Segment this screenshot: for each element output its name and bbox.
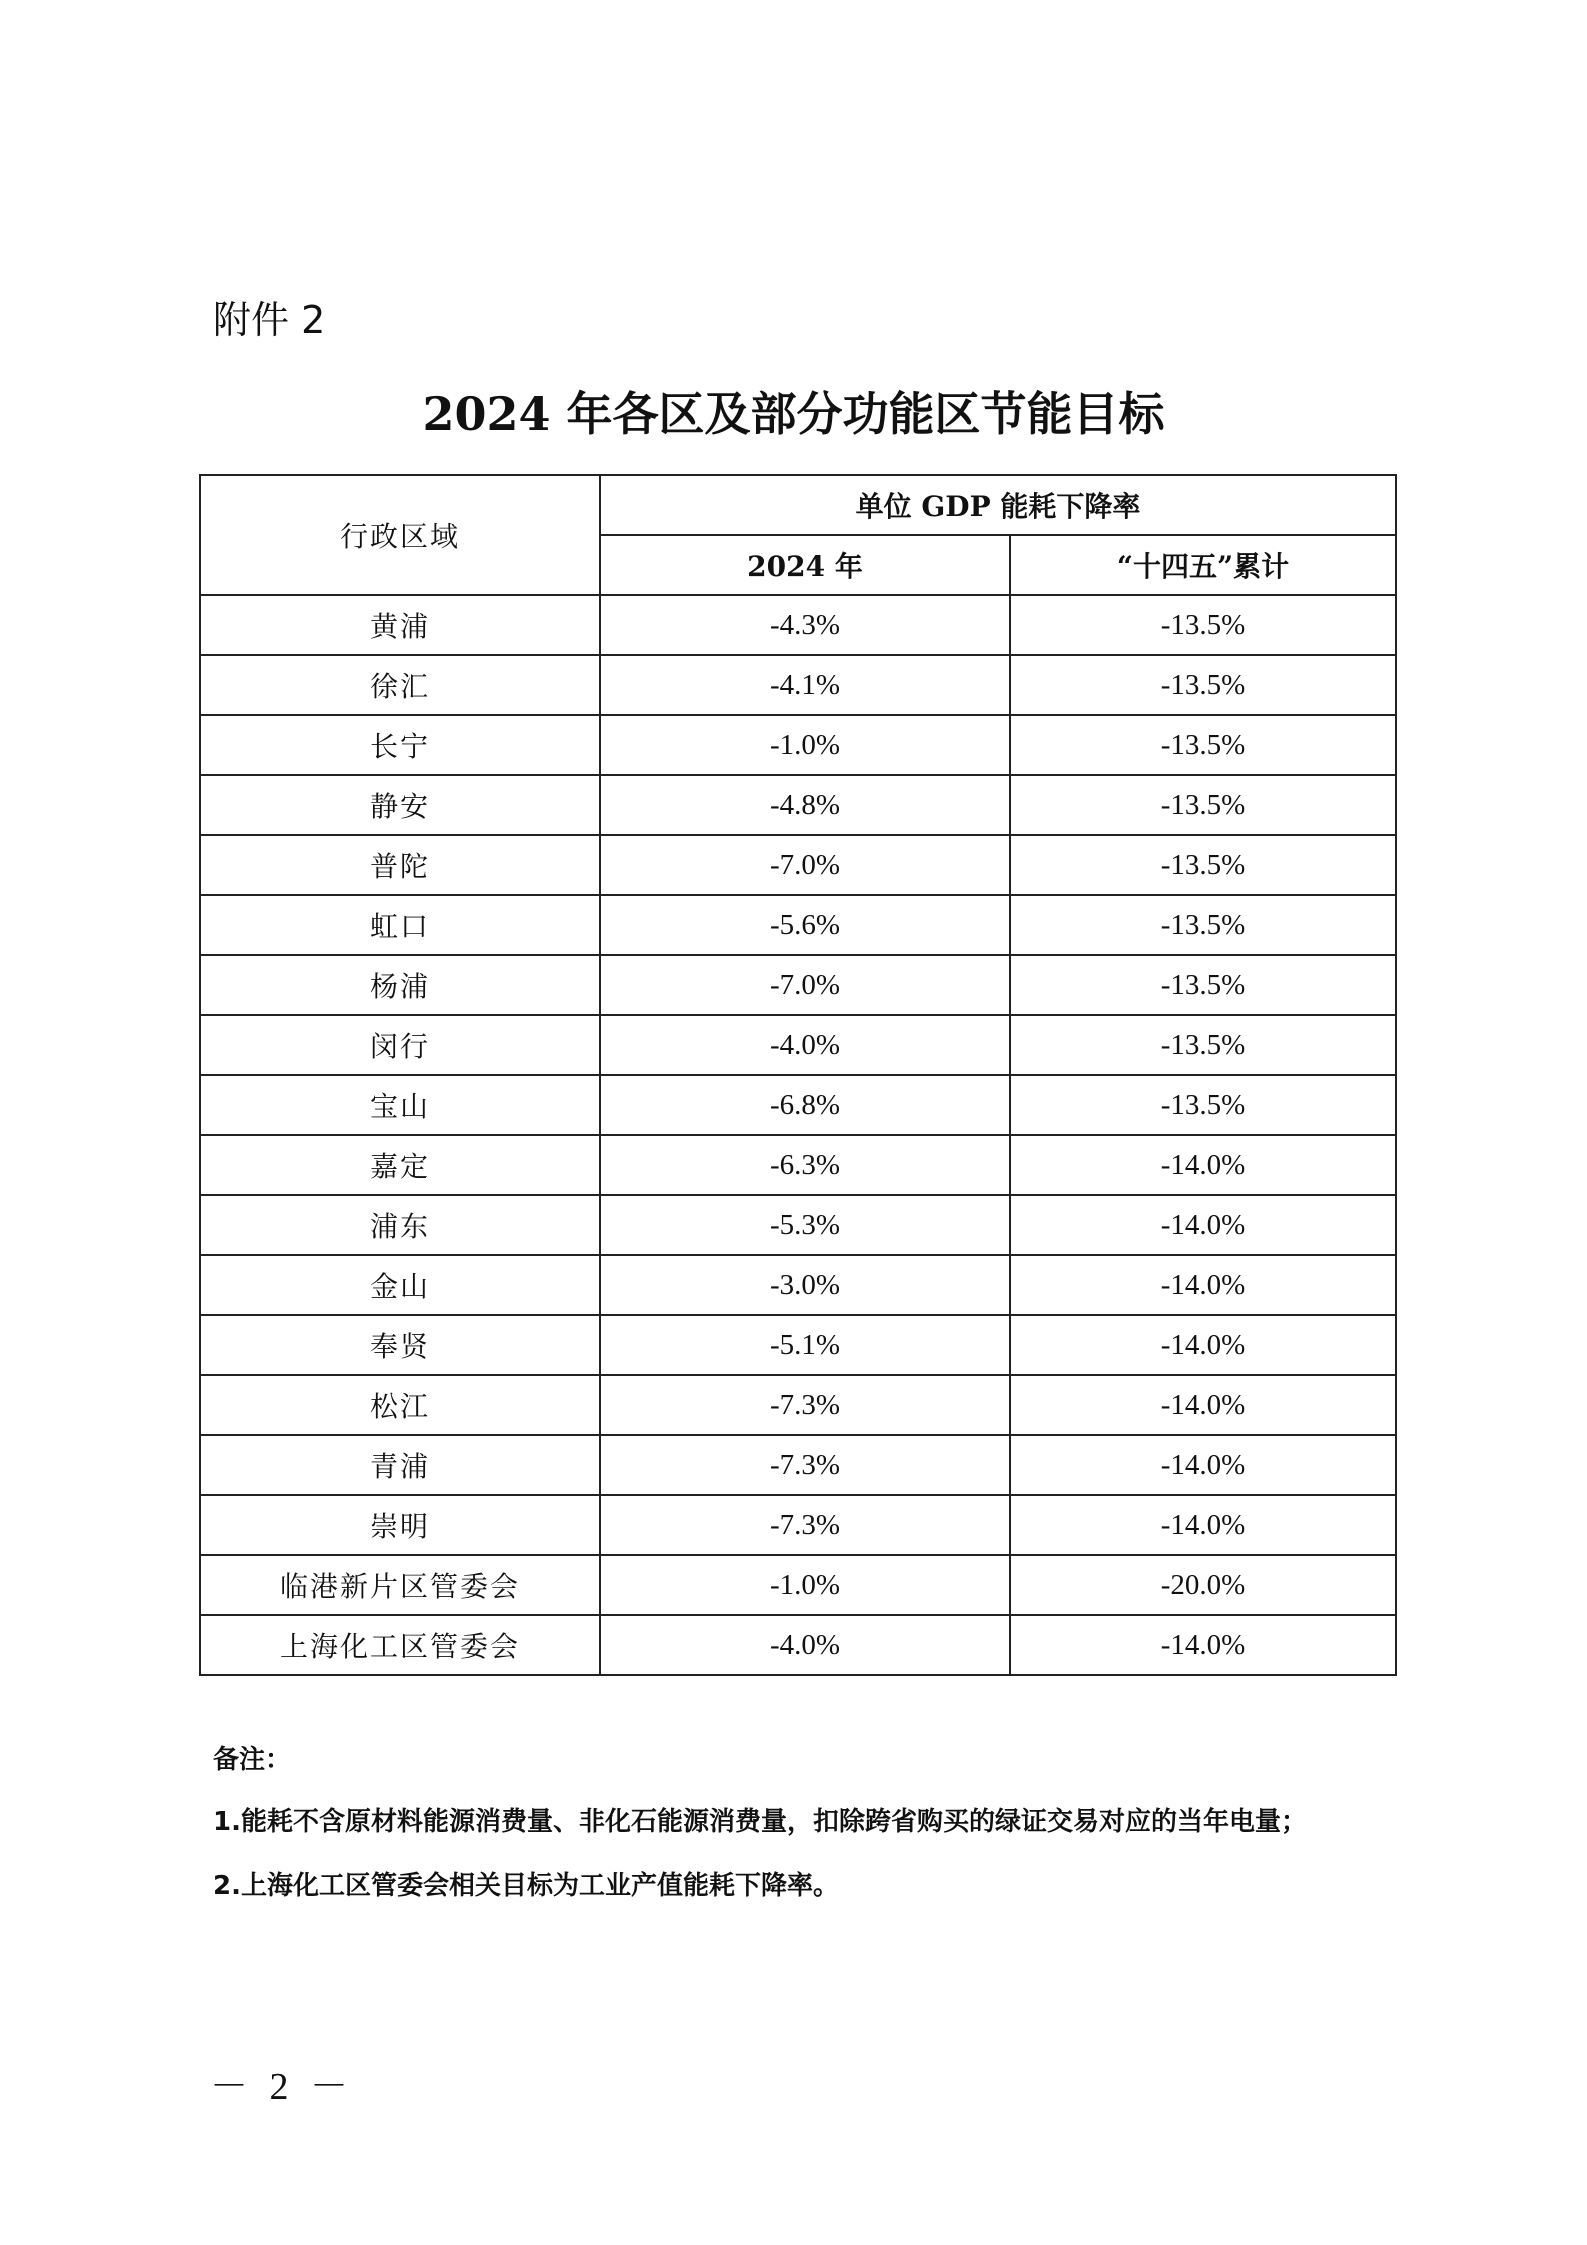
value-cumulative-cell: -13.5% — [1010, 1075, 1396, 1135]
region-cell: 黄浦 — [200, 595, 600, 655]
value-2024-cell: -4.8% — [600, 775, 1010, 835]
value-cumulative-cell: -14.0% — [1010, 1375, 1396, 1435]
value-2024-cell: -3.0% — [600, 1255, 1010, 1315]
region-cell: 浦东 — [200, 1195, 600, 1255]
table-row — [200, 595, 1396, 655]
value-2024-cell: -7.3% — [600, 1435, 1010, 1495]
table-row — [200, 1315, 1396, 1375]
value-cumulative-cell: -14.0% — [1010, 1435, 1396, 1495]
value-2024-cell: -1.0% — [600, 715, 1010, 775]
value-cumulative-cell: -13.5% — [1010, 595, 1396, 655]
value-cumulative-cell: -14.0% — [1010, 1495, 1396, 1555]
value-cumulative-cell: -14.0% — [1010, 1315, 1396, 1375]
energy-target-table — [199, 474, 1397, 1676]
value-cumulative-cell: -13.5% — [1010, 895, 1396, 955]
value-cumulative-cell: -13.5% — [1010, 715, 1396, 775]
value-2024-cell: -4.0% — [600, 1015, 1010, 1075]
value-2024-cell: -5.6% — [600, 895, 1010, 955]
region-cell: 虹口 — [200, 895, 600, 955]
value-cumulative-cell: -13.5% — [1010, 1015, 1396, 1075]
table-row — [200, 715, 1396, 775]
value-2024-cell: -7.0% — [600, 955, 1010, 1015]
note-item-1: 1.能耗不含原材料能源消费量、非化石能源消费量，扣除跨省购买的绿证交易对应的当年电量； — [213, 1807, 1307, 1837]
header-cumulative: “十四五”累计 — [1010, 535, 1396, 595]
value-2024-cell: -7.3% — [600, 1495, 1010, 1555]
table-row — [200, 955, 1396, 1015]
value-cumulative-cell: -14.0% — [1010, 1135, 1396, 1195]
value-2024-cell: -1.0% — [600, 1555, 1010, 1615]
note-item-2: 2.上海化工区管委会相关目标为工业产值能耗下降率。 — [213, 1871, 839, 1901]
table-row — [200, 655, 1396, 715]
region-cell: 金山 — [200, 1255, 600, 1315]
notes-heading: 备注： — [213, 1745, 292, 1775]
value-2024-cell: -6.3% — [600, 1135, 1010, 1195]
table-row — [200, 775, 1396, 835]
table-row — [200, 1375, 1396, 1435]
value-2024-cell: -4.0% — [600, 1615, 1010, 1675]
value-2024-cell: -5.1% — [600, 1315, 1010, 1375]
table-body — [200, 595, 1396, 1675]
region-cell: 静安 — [200, 775, 600, 835]
value-cumulative-cell: -13.5% — [1010, 835, 1396, 895]
table-header — [200, 475, 1396, 595]
value-2024-cell: -5.3% — [600, 1195, 1010, 1255]
table-row — [200, 1555, 1396, 1615]
value-cumulative-cell: -14.0% — [1010, 1615, 1396, 1675]
region-cell: 杨浦 — [200, 955, 600, 1015]
notes — [213, 1740, 1307, 1930]
value-2024-cell: -4.1% — [600, 655, 1010, 715]
value-cumulative-cell: -14.0% — [1010, 1195, 1396, 1255]
table-row — [200, 835, 1396, 895]
region-cell: 松江 — [200, 1375, 600, 1435]
value-cumulative-cell: -14.0% — [1010, 1255, 1396, 1315]
value-cumulative-cell: -13.5% — [1010, 655, 1396, 715]
value-cumulative-cell: -20.0% — [1010, 1555, 1396, 1615]
table-row — [200, 1615, 1396, 1675]
region-cell: 长宁 — [200, 715, 600, 775]
region-cell: 徐汇 — [200, 655, 600, 715]
region-cell: 闵行 — [200, 1015, 600, 1075]
region-cell: 奉贤 — [200, 1315, 600, 1375]
value-cumulative-cell: -13.5% — [1010, 775, 1396, 835]
header-row-top — [200, 475, 1396, 535]
region-cell: 宝山 — [200, 1075, 600, 1135]
value-2024-cell: -6.8% — [600, 1075, 1010, 1135]
region-cell: 普陀 — [200, 835, 600, 895]
region-cell: 嘉定 — [200, 1135, 600, 1195]
table-row — [200, 1495, 1396, 1555]
header-gdp-energy-decline: 单位 GDP 能耗下降率 — [600, 475, 1396, 535]
region-cell: 崇明 — [200, 1495, 600, 1555]
table-row — [200, 1015, 1396, 1075]
attachment-label: 附件 2 — [213, 298, 326, 342]
header-region: 行政区域 — [200, 475, 600, 595]
table-row — [200, 895, 1396, 955]
region-cell: 上海化工区管委会 — [200, 1615, 600, 1675]
header-year-2024: 2024 年 — [600, 535, 1010, 595]
table-row — [200, 1135, 1396, 1195]
table-row — [200, 1195, 1396, 1255]
region-cell: 临港新片区管委会 — [200, 1555, 600, 1615]
value-2024-cell: -4.3% — [600, 595, 1010, 655]
value-2024-cell: -7.3% — [600, 1375, 1010, 1435]
value-cumulative-cell: -13.5% — [1010, 955, 1396, 1015]
table-row — [200, 1255, 1396, 1315]
table-row — [200, 1075, 1396, 1135]
table-row — [200, 1435, 1396, 1495]
document-title: 2024 年各区及部分功能区节能目标 — [422, 387, 1165, 441]
region-cell: 青浦 — [200, 1435, 600, 1495]
value-2024-cell: -7.0% — [600, 835, 1010, 895]
page-number: － 2 － — [210, 2066, 355, 2108]
